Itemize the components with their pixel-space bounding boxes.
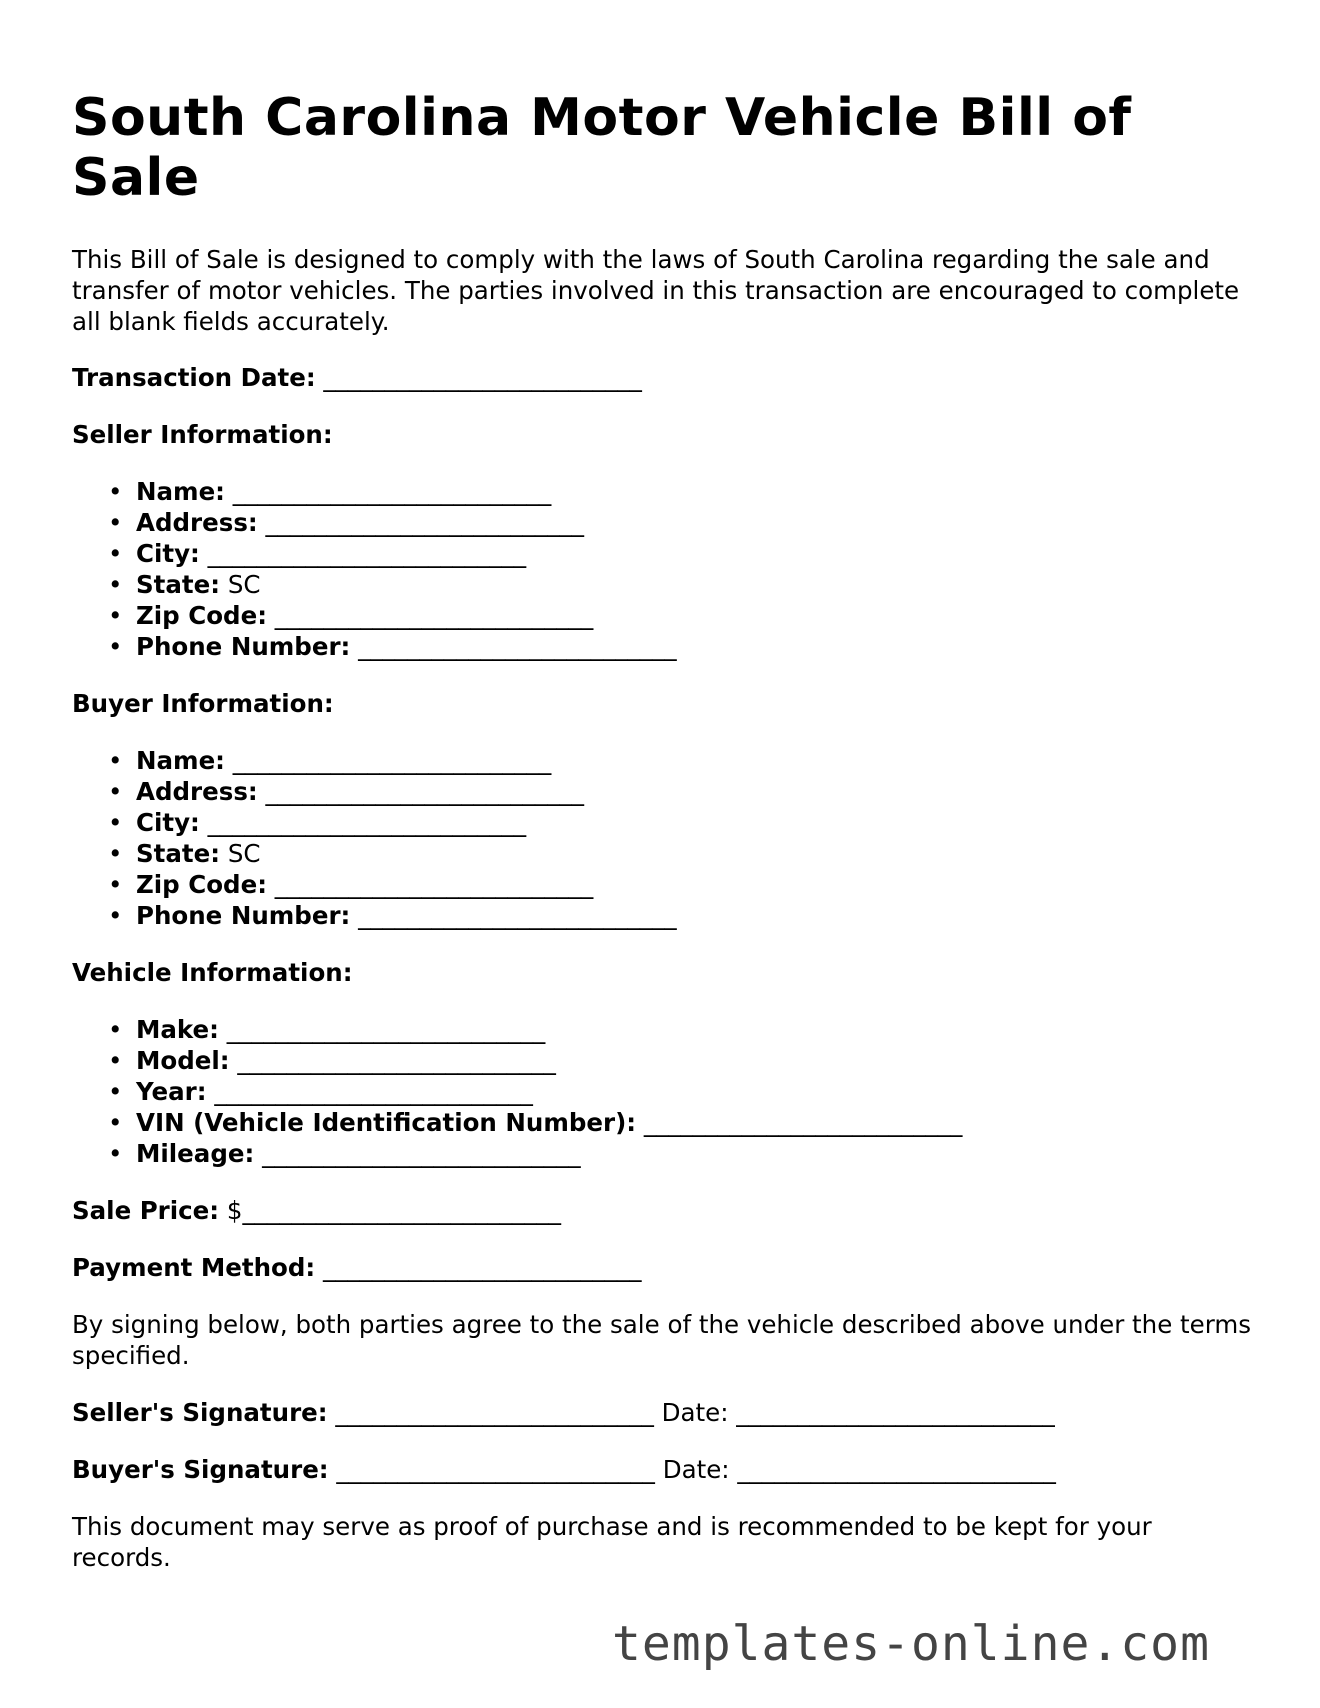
buyer-signature-label: Buyer's Signature:: [72, 1455, 329, 1484]
sale-price-label: Sale Price:: [72, 1196, 220, 1225]
seller-date-label: Date:: [661, 1398, 729, 1427]
closing-paragraph: This document may serve as proof of purchase and is recommended to be kept for your records.: [72, 1512, 1152, 1572]
seller-info-list: [72, 476, 1252, 662]
list-item: [136, 507, 1252, 538]
list-item: [136, 569, 1252, 600]
list-item: [136, 631, 1252, 662]
buyer-name-blank[interactable]: __________________________: [232, 746, 552, 775]
list-item: [136, 1076, 1252, 1107]
buyer-zip-blank[interactable]: __________________________: [274, 870, 594, 899]
vehicle-year-blank[interactable]: __________________________: [214, 1077, 533, 1106]
vehicle-make-blank[interactable]: __________________________: [226, 1015, 546, 1044]
vehicle-mileage-label: Mileage:: [136, 1139, 255, 1168]
buyer-state-value: SC: [227, 839, 261, 868]
vehicle-year-label: Year:: [136, 1077, 207, 1106]
sale-price-field: [72, 1195, 1252, 1226]
seller-signature-label: Seller's Signature:: [72, 1398, 328, 1427]
list-item: [136, 476, 1252, 507]
buyer-date-blank[interactable]: __________________________: [737, 1455, 1056, 1484]
seller-city-label: City:: [136, 539, 200, 568]
list-item: [136, 869, 1252, 900]
buyer-zip-label: Zip Code:: [136, 870, 267, 899]
buyer-address-blank[interactable]: __________________________: [265, 777, 584, 806]
seller-state-value: SC: [227, 570, 261, 599]
list-item: [136, 807, 1252, 838]
seller-section-heading: Seller Information:: [72, 420, 333, 449]
vehicle-model-label: Model:: [136, 1046, 230, 1075]
buyer-section-heading: Buyer Information:: [72, 689, 334, 718]
list-item: [136, 1014, 1252, 1045]
sale-price-blank[interactable]: __________________________: [242, 1196, 561, 1225]
payment-method-label: Payment Method:: [72, 1253, 316, 1282]
vehicle-info-list: [72, 1014, 1252, 1169]
seller-phone-label: Phone Number:: [136, 632, 351, 661]
agreement-paragraph: By signing below, both parties agree to the sale of the vehicle described above under the terms specified.: [72, 1310, 1252, 1370]
seller-address-blank[interactable]: __________________________: [265, 508, 584, 537]
buyer-date-label: Date:: [662, 1455, 730, 1484]
watermark-logo: templates-online.com: [612, 1616, 1210, 1672]
vehicle-mileage-blank[interactable]: __________________________: [262, 1139, 581, 1168]
seller-name-blank[interactable]: __________________________: [232, 477, 552, 506]
seller-city-blank[interactable]: __________________________: [207, 539, 527, 568]
list-item: [136, 1045, 1252, 1076]
transaction-date-field: [72, 362, 1252, 393]
vehicle-vin-blank[interactable]: __________________________: [643, 1108, 963, 1137]
list-item: [136, 538, 1252, 569]
buyer-address-label: Address:: [136, 777, 258, 806]
buyer-state-label: State:: [136, 839, 221, 868]
payment-method-blank[interactable]: __________________________: [323, 1253, 642, 1282]
seller-state-label: State:: [136, 570, 221, 599]
vehicle-section-heading: Vehicle Information:: [72, 958, 353, 987]
buyer-info-list: [72, 745, 1252, 931]
buyer-signature-blank[interactable]: __________________________: [336, 1455, 655, 1484]
vehicle-make-label: Make:: [136, 1015, 219, 1044]
seller-zip-label: Zip Code:: [136, 601, 267, 630]
buyer-city-label: City:: [136, 808, 200, 837]
transaction-date-label: Transaction Date:: [72, 363, 316, 392]
buyer-signature-field: [72, 1454, 1252, 1485]
seller-phone-blank[interactable]: __________________________: [358, 632, 677, 661]
buyer-name-label: Name:: [136, 746, 225, 775]
currency-symbol: $: [226, 1196, 243, 1225]
seller-date-blank[interactable]: __________________________: [736, 1398, 1055, 1427]
seller-address-label: Address:: [136, 508, 258, 537]
list-item: [136, 1107, 1252, 1138]
seller-name-label: Name:: [136, 477, 225, 506]
document-page: [72, 88, 1252, 1599]
seller-signature-field: [72, 1397, 1252, 1428]
buyer-phone-blank[interactable]: __________________________: [358, 901, 677, 930]
document-title: South Carolina Motor Vehicle Bill of Sale: [72, 88, 1132, 208]
vehicle-model-blank[interactable]: __________________________: [237, 1046, 556, 1075]
intro-paragraph: This Bill of Sale is designed to comply with the laws of South Carolina regarding the sale and transfer of motor vehicles. The parties involved in this transaction are encouraged to complete all blank fields accurately.: [72, 245, 1240, 336]
list-item: [136, 838, 1252, 869]
seller-signature-blank[interactable]: __________________________: [335, 1398, 654, 1427]
list-item: [136, 600, 1252, 631]
list-item: [136, 1138, 1252, 1169]
list-item: [136, 776, 1252, 807]
vehicle-vin-label: VIN (Vehicle Identification Number):: [136, 1108, 637, 1137]
payment-method-field: [72, 1252, 1252, 1283]
transaction-date-blank[interactable]: __________________________: [323, 363, 642, 392]
list-item: [136, 900, 1252, 931]
seller-zip-blank[interactable]: __________________________: [274, 601, 594, 630]
buyer-city-blank[interactable]: __________________________: [207, 808, 527, 837]
buyer-phone-label: Phone Number:: [136, 901, 351, 930]
list-item: [136, 745, 1252, 776]
